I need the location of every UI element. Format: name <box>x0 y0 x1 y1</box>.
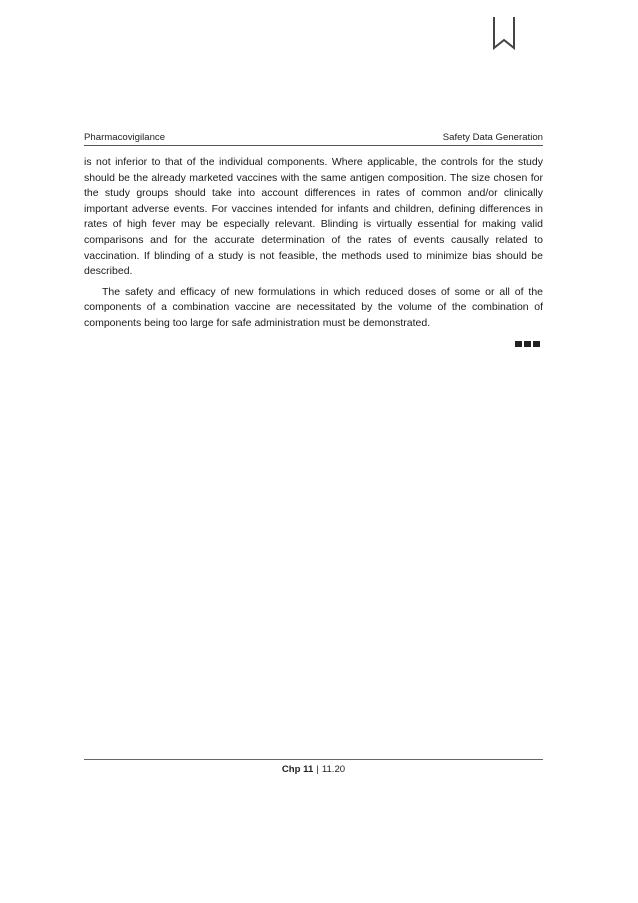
body-text <box>84 155 543 332</box>
end-square <box>524 341 531 347</box>
section-end-squares-icon <box>515 341 540 347</box>
header-left-title: Pharmacovigilance <box>84 132 166 143</box>
end-square <box>533 341 540 347</box>
end-square <box>515 341 522 347</box>
header-divider <box>84 145 543 146</box>
header-right-title: Safety Data Generation <box>442 132 543 143</box>
paragraph: The safety and efficacy of new formulations in which reduced doses of some or all of the components of a combination vaccine are necessitated by the volume of the combination of components being too large for safe administration must be demonstrated. <box>84 285 543 329</box>
paragraph: is not inferior to that of the individual components. Where applicable, the controls for the study should be the already marketed vaccines with the same antigen composition. The size chosen for the study groups should take into account differences in rates of common and/or clinically important adverse events. For vaccines intended for infants and children, defining differences in rates of high fever may be especially relevant. Blinding is virtually essential for making valid comparisons and for the accurate determination of the rates of events causally related to vaccination. If blinding of a study is not feasible, the methods used to minimize bias should be described. <box>84 156 543 278</box>
page-number: 11.20 <box>321 764 346 775</box>
running-header <box>84 129 543 143</box>
chapter-label: Chp 11 <box>281 764 314 775</box>
footer-separator: | <box>316 764 319 775</box>
page-footer <box>84 764 543 775</box>
bookmark-w-icon <box>492 16 516 50</box>
footer-divider <box>84 759 543 760</box>
